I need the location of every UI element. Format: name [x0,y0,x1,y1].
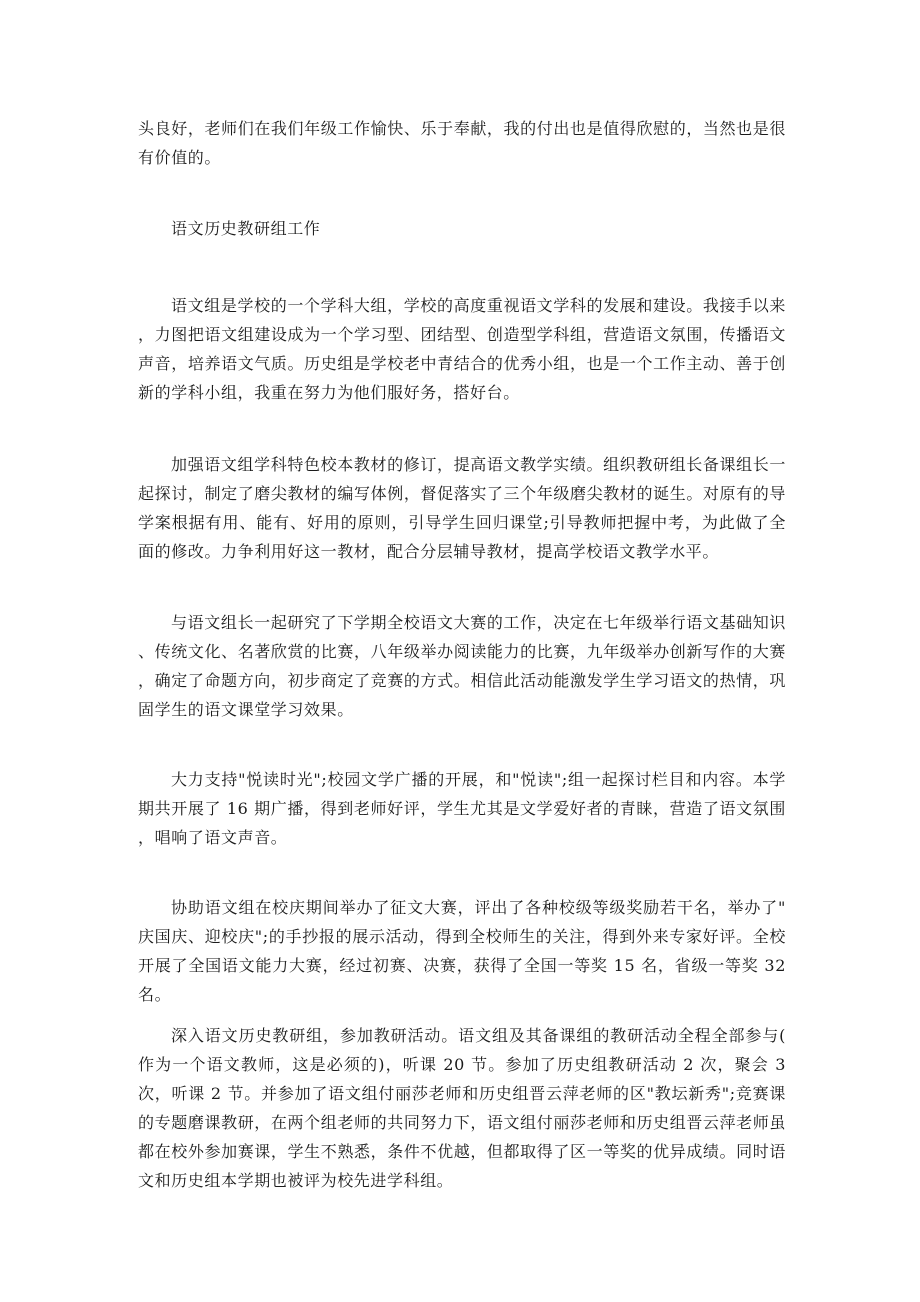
paragraph-intro: 语文组是学校的一个学科大组，学校的高度重视语文学科的发展和建设。我接手以来，力图把语文组建设成为一个学习型、团结型、创造型学科组，营造语文氛围，传播语文声音，培养语文气质。历史组是学校老中青结合的优秀小组，也是一个工作主动、善于创新的学科小组，我重在努力为他们服好务，搭好台。 [138,296,786,402]
continuation-paragraph: 头良好，老师们在我们年级工作愉快、乐于奉献，我的付出也是值得欣慰的，当然也是很有价值的。 [138,119,786,167]
paragraph-teaching-research: 深入语文历史教研组，参加教研活动。语文组及其备课组的教研活动全程全部参与(作为一个语文教师，这是必须的)，听课 20 节。参加了历史组教研活动 2 次，聚会 3 次，听课 2 节。并参加了语文组付丽莎老师和历史组晋云萍老师的区"教坛新秀";竞赛课的专题磨课教研，在两个组老师的共同努力下，语文组付丽莎老师和历史组晋云萍老师虽都在校外参加赛课，学生不熟悉，条件不优越，但都取得了区一等奖的优异成绩。同时语文和历史组本学期也被评为校先进学科组。 [138,1026,786,1190]
paragraph-essay-competition: 协助语文组在校庆期间举办了征文大赛，评出了各种校级等级奖励若干名，举办了"庆国庆、迎校庆";的手抄报的展示活动，得到全校师生的关注，得到外来专家好评。全校开展了全国语文能力大赛，经过初赛、决赛，获得了全国一等奖 15 名，省级一等奖 32 名。 [138,898,786,1004]
paragraph-contest: 与语文组长一起研究了下学期全校语文大赛的工作，决定在七年级举行语文基础知识、传统文化、名著欣赏的比赛，八年级举办阅读能力的比赛，九年级举办创新写作的大赛，确定了命题方向，初步商定了竞赛的方式。相信此活动能激发学生学习语文的热情，巩固学生的语文课堂学习效果。 [138,613,786,719]
paragraph-broadcast: 大力支持"悦读时光";校园文学广播的开展，和"悦读";组一起探讨栏目和内容。本学期共开展了 16 期广播，得到老师好评，学生尤其是文学爱好者的青睐，营造了语文氛围，唱响了语文声音。 [138,770,786,847]
section-title: 语文历史教研组工作 [171,219,321,238]
paragraph-textbook: 加强语文组学科特色校本教材的修订，提高语文教学实绩。组织教研组长备课组长一起探讨，制定了磨尖教材的编写体例，督促落实了三个年级磨尖教材的诞生。对原有的导学案根据有用、能有、好用的原则，引导学生回归课堂;引导教师把握中考，为此做了全面的修改。力争利用好这一教材，配合分层辅导教材，提高学校语文教学水平。 [138,455,786,561]
